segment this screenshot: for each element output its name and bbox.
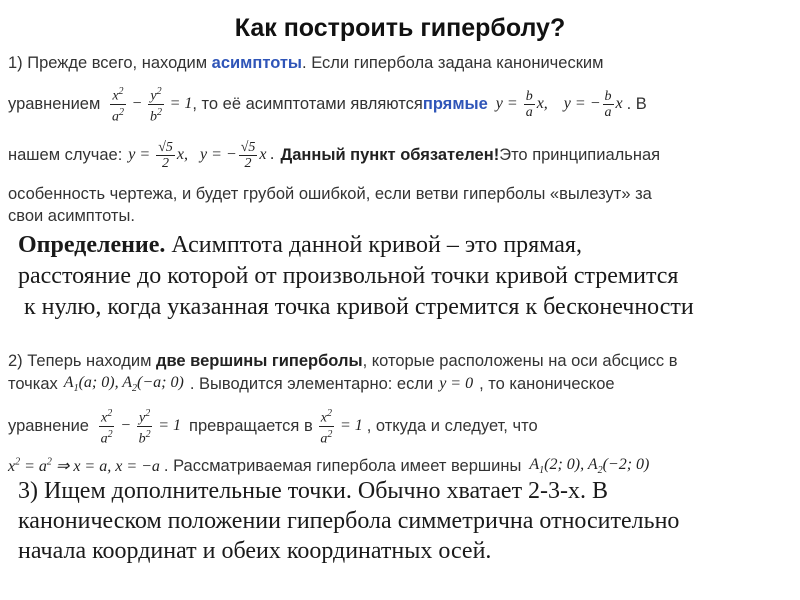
step1-line3-prefix: нашем случае: [8, 146, 123, 164]
canonical-equation: $\frac{x^2}{a^2}$ − $\frac{y^2}{b^2}$ = 1 [111, 86, 193, 125]
reduced-equation: $\frac{x^2}{a^2}$ = 1 [320, 408, 363, 447]
step1-line1-suffix: . Если гипербола задана каноническим [302, 54, 604, 72]
canonical-equation-repeat: $\frac{x^2}{a^2}$ − $\frac{y^2}{b^2}$ = 1 [100, 408, 182, 447]
step1-line3-suffix: Это принципиальная [499, 146, 661, 164]
step1-line2 [8, 84, 647, 124]
step1-line1-prefix: 1) Прежде всего, находим [8, 54, 212, 72]
step2-line1 [8, 352, 678, 371]
asymptotes-highlight: асимптоты [211, 54, 303, 72]
vertices-specific-formula: $A_1(2$; 0), $A_2(-2$; 0) [529, 456, 650, 477]
definition-line1 [18, 232, 588, 259]
definition-line2: расстояние до которой от произвольной точки кривой стремится [18, 263, 679, 289]
asymptote-formula-specific: y = $\frac{√5}{2}$ x, y = − $\frac{√5}{2}$ x . [128, 140, 275, 171]
definition-line1-text: Асимптота данной кривой – это прямая, [165, 232, 582, 258]
definition-line3: к нулю, когда указанная точка кривой стремится к бесконечности [24, 294, 694, 320]
step3-line3: начала координат и обеих координатных осей. [18, 538, 492, 564]
step3-line2: каноническом положении гипербола симметрична относительно [18, 508, 680, 534]
step2-line1-suffix: , которые расположены на оси абсцисс в [362, 352, 678, 370]
step1-line2-prefix: уравнением [8, 94, 101, 113]
y-zero-condition: y = 0 [439, 375, 474, 393]
step2-line2 [8, 374, 615, 394]
mandatory-note: Данный пункт обязателен! [280, 146, 500, 164]
definition-term: Определение. [18, 232, 166, 258]
step1-line4: особенность чертежа, и будет грубой ошибкой, если ветви гиперболы «вылезут» за [8, 185, 652, 203]
solution-formula: $x^2 = a^2$ ⇒ x = a, x = −a [8, 456, 160, 476]
step2-line3 [8, 406, 538, 446]
step2-line2-suffix: , то каноническое [479, 374, 615, 393]
step1-line2-middle: , то её асимптотами являются [192, 94, 423, 113]
step1-line5: свои асимптоты. [8, 207, 135, 225]
step2-line2-middle: . Выводится элементарно: если [189, 374, 434, 393]
lines-highlight: прямые [422, 94, 488, 113]
step2-line2-prefix: точках [8, 374, 58, 393]
step3-line1: 3) Ищем дополнительные точки. Обычно хватает 2-3-х. В [18, 478, 609, 504]
step2-line3-prefix: уравнение [8, 416, 89, 435]
step2-line4 [8, 456, 649, 476]
vertices-general-formula: $A_1(a$; 0), $A_2(-a$; 0) [63, 374, 184, 395]
step2-line3-middle: превращается в [189, 416, 313, 435]
step1-line2-end: . В [626, 94, 647, 113]
step2-line1-prefix: 2) Теперь находим [8, 352, 156, 370]
vertices-highlight: две вершины гиперболы [156, 352, 363, 370]
step2-line3-suffix: , откуда и следует, что [366, 416, 538, 435]
step1-line1 [8, 54, 603, 73]
step1-line3 [8, 140, 660, 171]
step2-line4-text: . Рассматриваемая гипербола имеет вершины [163, 456, 522, 475]
page-title: Как построить гиперболу? [234, 14, 566, 42]
asymptote-formula-general: y = $\frac{b}{a}$ x, y = − $\frac{b}{a}$ x [495, 88, 623, 120]
